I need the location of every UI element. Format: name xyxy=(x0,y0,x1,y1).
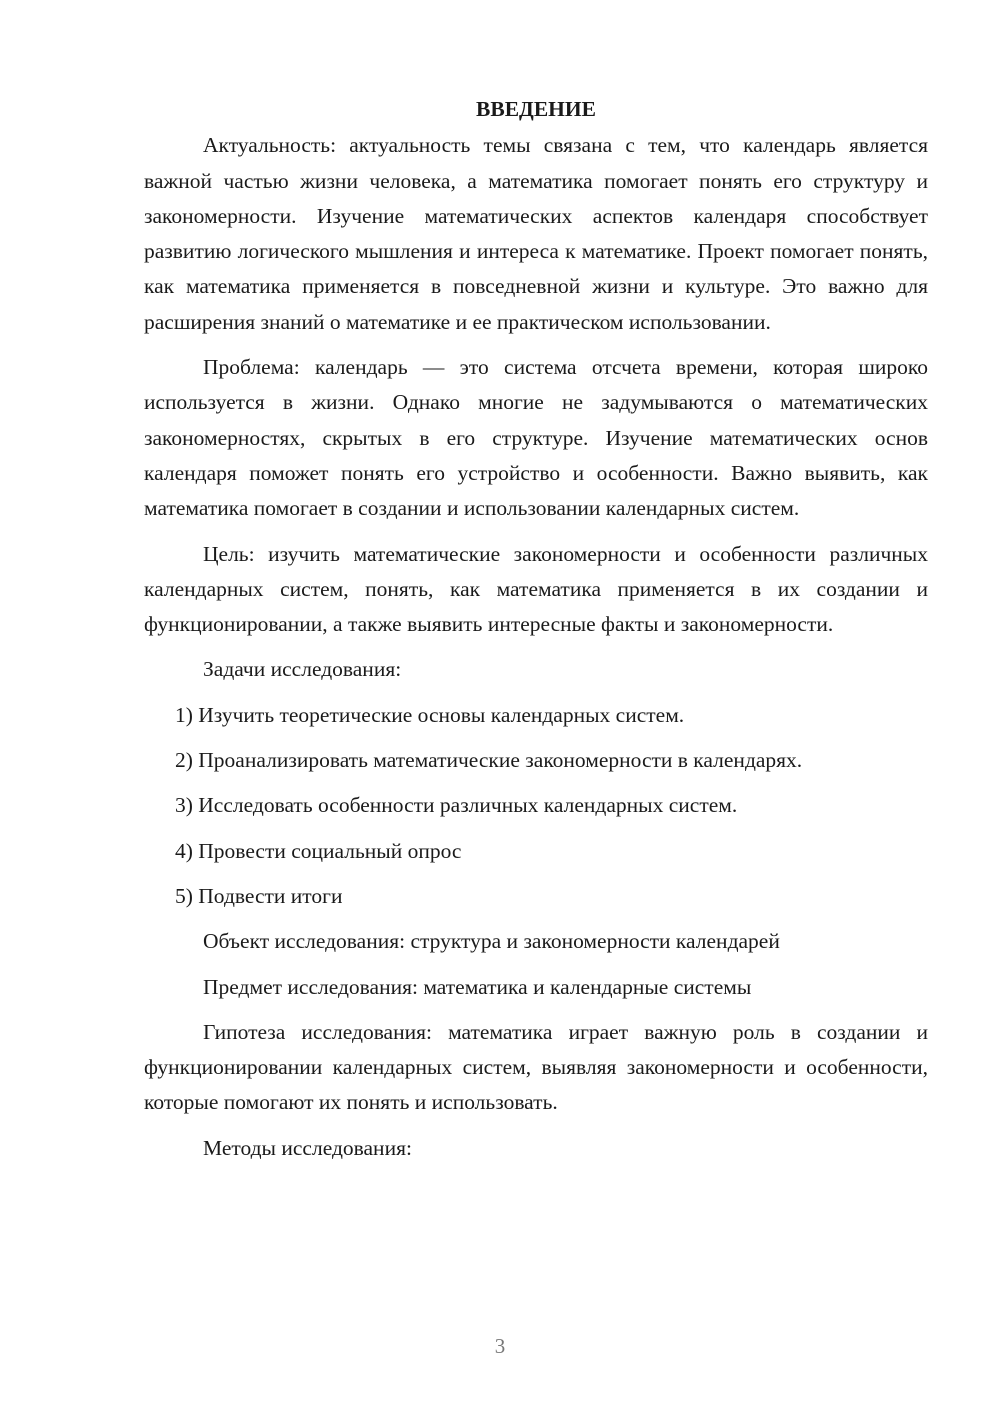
methods-title: Методы исследования: xyxy=(203,1135,412,1160)
list-item: 1) Изучить теоретические основы календарных систем. xyxy=(175,702,685,727)
research-object: Объект исследования: структура и закономерности календарей xyxy=(203,929,780,954)
goal-paragraph: Цель: изучить математические закономерности и особенности различных календарных систем, понять, как математика применяется в их создании и функционировании, а также выявить интересные факты и закономерности. xyxy=(144,541,928,637)
page-content xyxy=(144,92,928,1176)
tasks-title: Задачи исследования: xyxy=(203,657,402,682)
relevance-paragraph: Актуальность: актуальность темы связана с тем, что календарь является важной частью жизни человека, а математика помогает понять его структуру и закономерности. Изучение математических аспектов календаря способствует развитию логического мышления и интереса к математике. Проект помогает понять, как математика применяется в повседневной жизни и культуре. Это важно для расширения знаний о математике и ее практическом использовании. xyxy=(144,133,928,334)
list-item: 2) Проанализировать математические закономерности в календарях. xyxy=(175,748,803,773)
list-item: 3) Исследовать особенности различных календарных систем. xyxy=(175,793,738,818)
research-subject: Предмет исследования: математика и календарные системы xyxy=(203,974,752,999)
problem-paragraph: Проблема: календарь — это система отсчета времени, которая широко используется в жизни. Однако многие не задумываются о математических закономерностях, скрытых в его структуре. Изучение математических основ календаря поможет понять его устройство и особенности. Важно выявить, как математика помогает в создании и использовании календарных систем. xyxy=(144,355,928,521)
list-item: 5) Подвести итоги xyxy=(175,883,343,908)
hypothesis-paragraph: Гипотеза исследования: математика играет важную роль в создании и функционировании календарных систем, выявляя закономерности и особенности, которые помогают их понять и использовать. xyxy=(144,1019,928,1115)
list-item: 4) Провести социальный опрос xyxy=(175,838,462,863)
page-number: 3 xyxy=(494,1334,506,1358)
section-heading: ВВЕДЕНИЕ xyxy=(476,97,596,121)
tasks-list xyxy=(144,698,928,914)
